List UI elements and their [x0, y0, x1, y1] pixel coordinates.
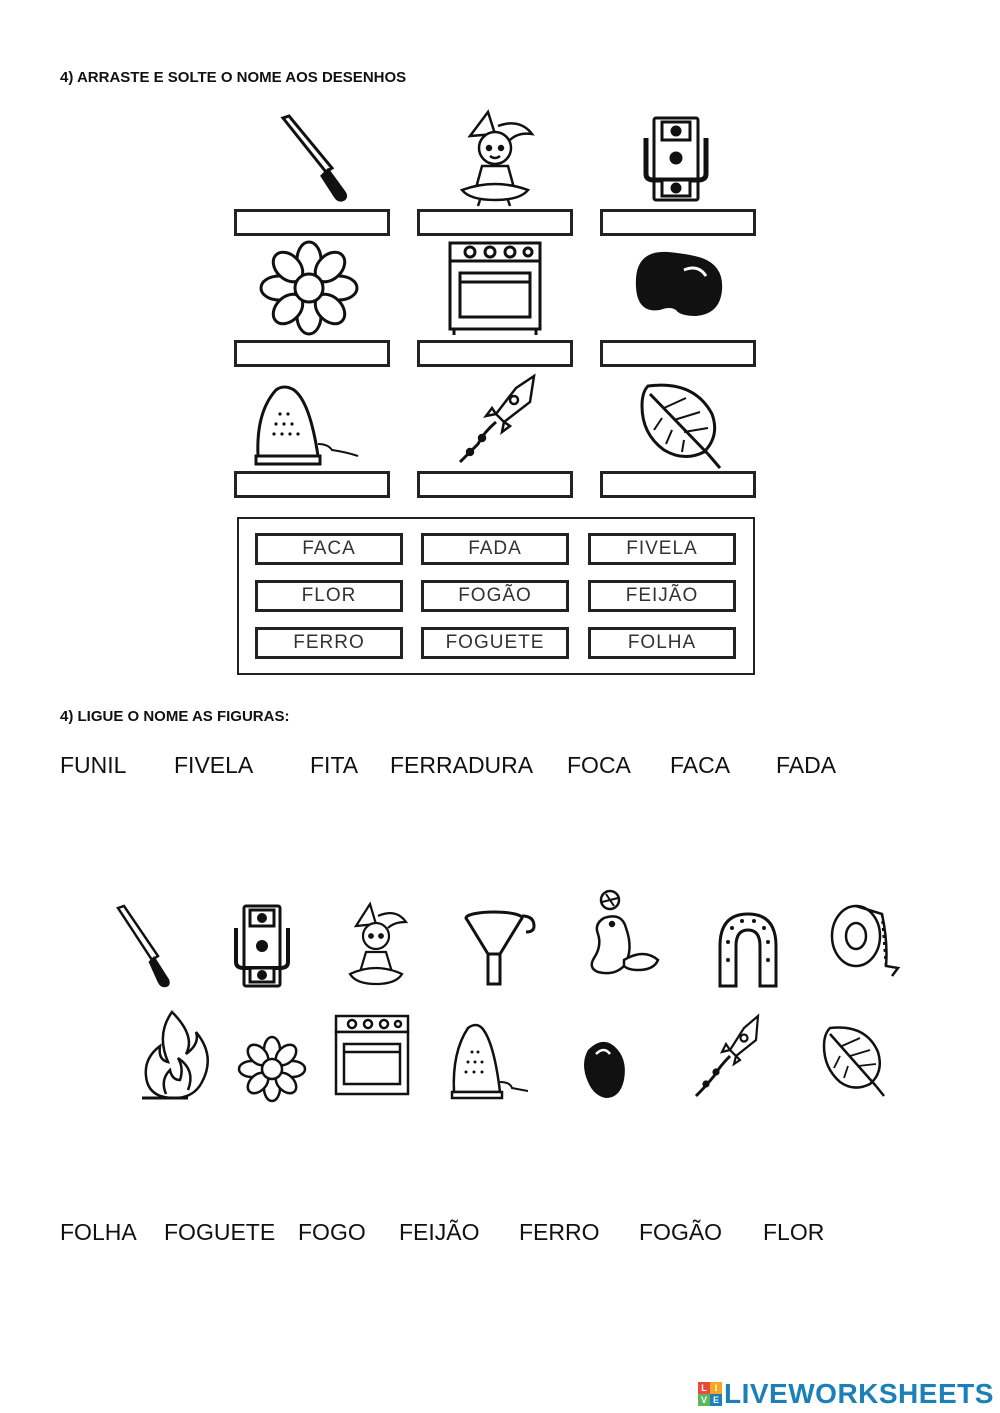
word-chip-ferro[interactable]: FERRO: [255, 627, 403, 659]
word-chip-foguete[interactable]: FOGUETE: [421, 627, 569, 659]
brand-text: LIVEWORKSHEETS: [724, 1378, 994, 1409]
leaf-icon[interactable]: [812, 1016, 892, 1106]
word-chip-faca[interactable]: FACA: [255, 533, 403, 565]
section2-title: 4) LIGUE O NOME AS FIGURAS:: [60, 708, 290, 725]
knife-icon: [258, 110, 368, 210]
top-word-ferradura[interactable]: FERRADURA: [390, 752, 534, 778]
drop-box-5[interactable]: [417, 340, 573, 367]
word-chip-fogao[interactable]: FOGÃO: [421, 580, 569, 612]
funnel-icon[interactable]: [458, 902, 538, 992]
top-word-fada[interactable]: FADA: [776, 752, 837, 778]
bottom-word-feijao[interactable]: FEIJÃO: [399, 1219, 480, 1245]
flower-icon[interactable]: [232, 1024, 312, 1114]
drop-box-1[interactable]: [234, 209, 390, 236]
bean-icon: [620, 240, 730, 340]
bottom-word-fogo[interactable]: FOGO: [298, 1219, 366, 1245]
word-chip-fivela[interactable]: FIVELA: [588, 533, 736, 565]
leaf-icon: [624, 374, 734, 474]
bottom-word-flor[interactable]: FLOR: [763, 1219, 825, 1245]
bottom-word-foguete[interactable]: FOGUETE: [164, 1219, 276, 1245]
buckle-icon[interactable]: [222, 900, 302, 990]
drop-box-9[interactable]: [600, 471, 756, 498]
logo-icon: L I V E: [698, 1382, 722, 1406]
drop-box-7[interactable]: [234, 471, 390, 498]
top-word-fita[interactable]: FITA: [310, 752, 359, 778]
drop-box-6[interactable]: [600, 340, 756, 367]
drop-box-2[interactable]: [417, 209, 573, 236]
top-word-fivela[interactable]: FIVELA: [174, 752, 254, 778]
buckle-icon: [622, 108, 732, 208]
top-word-foca[interactable]: FOCA: [567, 752, 631, 778]
flower-icon: [254, 238, 364, 338]
seal-icon[interactable]: [584, 888, 664, 978]
liveworksheets-logo[interactable]: [698, 1378, 994, 1410]
word-chip-folha[interactable]: FOLHA: [588, 627, 736, 659]
top-word-faca[interactable]: FACA: [670, 752, 731, 778]
stove-icon: [440, 238, 550, 338]
rocket-icon[interactable]: [690, 1012, 770, 1102]
word-bank: [237, 517, 755, 675]
section1-title: 4) ARRASTE E SOLTE O NOME AOS DESENHOS: [60, 69, 407, 86]
bottom-word-fogao[interactable]: FOGÃO: [639, 1219, 723, 1245]
word-chip-fada[interactable]: FADA: [421, 533, 569, 565]
fairy-icon[interactable]: [336, 900, 416, 990]
word-chip-feijao[interactable]: FEIJÃO: [588, 580, 736, 612]
top-word-funil[interactable]: FUNIL: [60, 752, 127, 778]
iron-icon: [250, 372, 360, 472]
drop-box-4[interactable]: [234, 340, 390, 367]
tape-icon[interactable]: [826, 896, 906, 986]
knife-icon[interactable]: [106, 902, 186, 992]
rocket-icon: [440, 370, 550, 470]
drop-box-8[interactable]: [417, 471, 573, 498]
fire-icon[interactable]: [136, 1010, 216, 1100]
bottom-word-folha[interactable]: FOLHA: [60, 1219, 137, 1245]
stove-icon[interactable]: [332, 1010, 412, 1100]
bottom-word-ferro[interactable]: FERRO: [519, 1219, 600, 1245]
drop-box-3[interactable]: [600, 209, 756, 236]
word-chip-flor[interactable]: FLOR: [255, 580, 403, 612]
iron-icon[interactable]: [448, 1012, 528, 1102]
horseshoe-icon[interactable]: [708, 902, 788, 992]
bean-icon[interactable]: [566, 1030, 646, 1120]
fairy-icon: [440, 108, 550, 208]
